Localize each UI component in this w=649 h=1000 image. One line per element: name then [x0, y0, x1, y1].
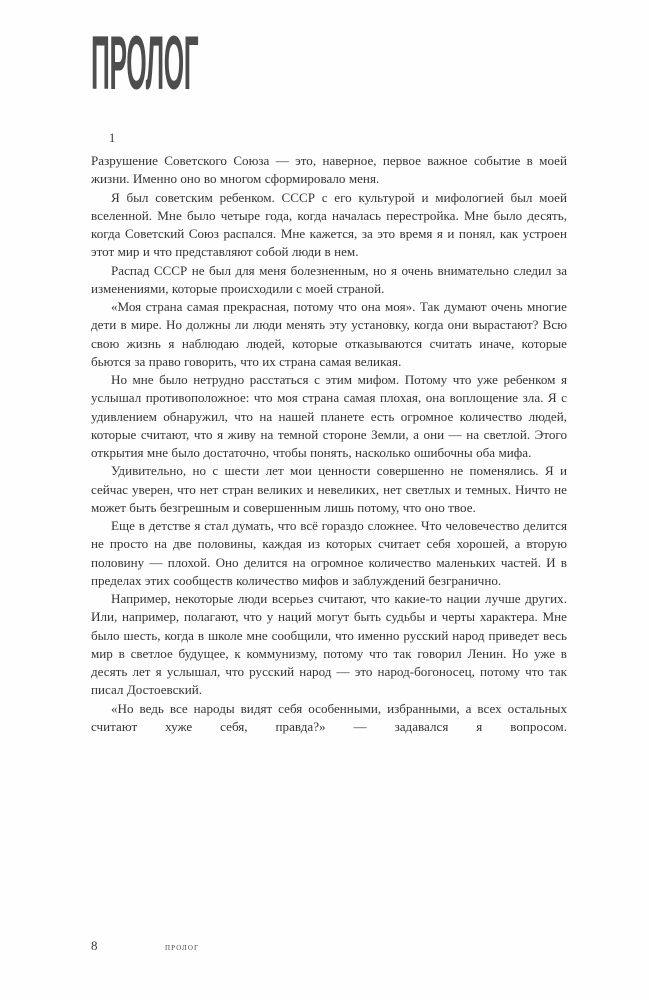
section-number: 1	[109, 131, 116, 145]
page-number: 8	[91, 938, 98, 953]
running-head: пролог	[165, 942, 200, 953]
body-text-column	[91, 152, 567, 736]
paragraph: «Моя страна самая прекрасная, потому что она моя». Так думают очень многие дети в мире. Но должны ли люди менять эту установку, когда они вырастают? Всю свою жизнь я наблюдаю людей, которые отказываются считать иначе, которые бьются за право говорить, что их страна самая великая.	[91, 299, 567, 369]
paragraph: Еще в детстве я стал думать, что всё гораздо сложнее. Что человечество делится не просто на две половины, каждая из которых считает себя хорошей, а вторую половину — плохой. Оно делится на огромное количество маленьких частей. И в пределах этих сообществ количество мифов и заблуждений безгранично.	[91, 518, 567, 588]
paragraph: Удивительно, но с шести лет мои ценности совершенно не поменялись. Я и сейчас уверен, что нет стран великих и невеликих, нет светлых и темных. Ничто не может быть безгрешным и совершенным лишь потому, что оно твое.	[91, 463, 567, 515]
paragraph: Распад СССР не был для меня болезненным, но я очень внимательно следил за изменениями, которые происходили с моей страной.	[91, 262, 567, 296]
paragraph: Но мне было нетрудно расстаться с этим мифом. Потому что уже ребенком я услышал противоположное: что моя страна самая плохая, она воплощение зла. Я с удивлением обнаружил, что на нашей планете есть огромное количество людей, которые считают, что я живу на темной стороне Земли, а они — на светлой. Этого открытия мне было достаточно, чтобы понять, насколько ошибочны оба мифа.	[91, 372, 567, 460]
paragraph: Например, некоторые люди всерьез считают, что какие-то нации лучше других. Или, например, полагают, что у наций могут быть судьбы и черты характера. Мне было шесть, когда в школе мне сообщили, что именно русский народ приведет весь мир в светлое будущее, к коммунизму, потому что так говорил Ленин. Но уже в десять лет я услышал, что русский народ — это народ-богоносец, потому что так писал Достоевский.	[91, 591, 567, 698]
paragraph: «Но ведь все народы видят себя особенными, избранными, а всех остальных считают хуже себя, правда?» — задавался я вопросом.	[91, 700, 567, 734]
paragraph: Разрушение Советского Союза — это, наверное, первое важное событие в моей жизни. Именно оно во многом сформировало меня.	[91, 153, 567, 187]
paragraph: Я был советским ребенком. СССР с его культурой и мифологией был моей вселенной. Мне было четыре года, когда началась перестройка. Мне было десять, когда Советский Союз распался. Мне кажется, за это время я и понял, как устроен этот мир и что представляют собой люди в нем.	[91, 189, 567, 260]
chapter-title: ПРОЛОГ	[91, 21, 199, 106]
page-footer	[91, 938, 567, 956]
